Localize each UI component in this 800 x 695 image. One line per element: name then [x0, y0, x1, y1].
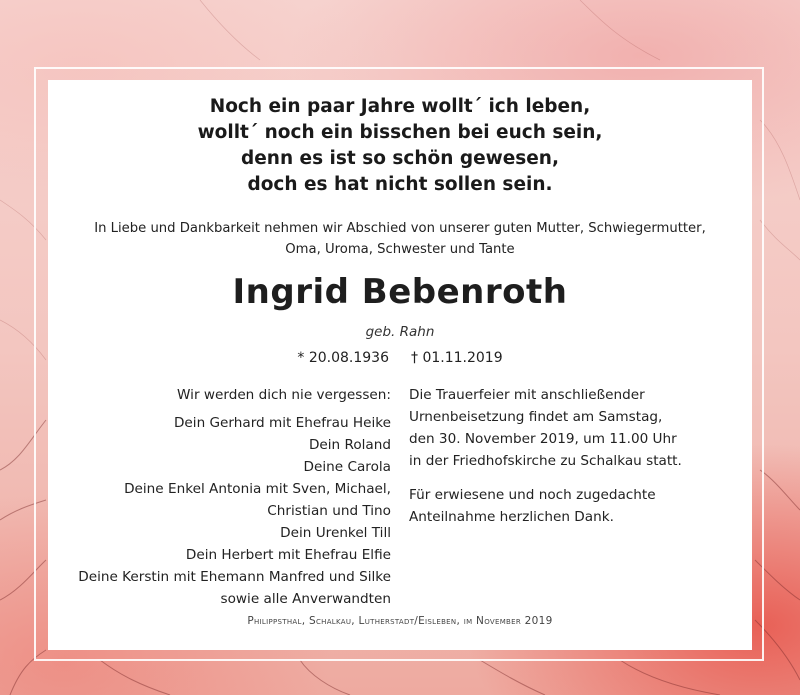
mourner-line: Deine Carola: [303, 459, 391, 475]
service-line: Die Trauerfeier mit anschließender: [409, 387, 645, 403]
birth-date: * 20.08.1936: [297, 350, 389, 366]
footer-places-date: Philippsthal, Schalkau, Lutherstadt/Eisleben, im November 2019: [247, 615, 553, 627]
mourner-line: Dein Herbert mit Ehefrau Elfie: [185, 547, 391, 563]
thanks-paragraph: [409, 484, 682, 528]
mourner-line: Deine Enkel Antonia mit Sven, Michael,: [124, 481, 391, 497]
service-line: in der Friedhofskirche zu Schalkau statt.: [409, 453, 682, 469]
mourner-line: Dein Urenkel Till: [280, 525, 391, 541]
poem-line: wollt´ noch ein bisschen bei euch sein,: [197, 122, 603, 143]
obituary-card: [48, 80, 752, 650]
mourners-list: [78, 384, 391, 610]
service-line: den 30. November 2019, um 11.00 Uhr: [409, 431, 677, 447]
thanks-line: Anteilnahme herzlichen Dank.: [409, 509, 614, 525]
mourner-line: Deine Kerstin mit Ehemann Manfred und Silke: [78, 569, 391, 585]
poem-line: denn es ist so schön gewesen,: [240, 148, 560, 169]
death-date: † 01.11.2019: [411, 350, 503, 366]
mourner-line: Dein Roland: [308, 437, 391, 453]
mourner-line: Christian und Tino: [267, 503, 391, 519]
mourners-lead: Wir werden dich nie vergessen:: [177, 387, 391, 403]
deceased-name: Ingrid Bebenroth: [232, 272, 568, 312]
life-dates: [48, 350, 752, 366]
intro-line: In Liebe und Dankbarkeit nehmen wir Abschied von unserer guten Mutter, Schwiegermutter,: [94, 221, 706, 236]
poem-line: doch es hat nicht sollen sein.: [247, 174, 553, 195]
maiden-name: geb. Rahn: [365, 324, 435, 340]
service-line: Urnenbeisetzung findet am Samstag,: [409, 409, 663, 425]
poem: [48, 94, 752, 198]
intro-line: Oma, Uroma, Schwester und Tante: [285, 242, 515, 257]
mourner-line: Dein Gerhard mit Ehefrau Heike: [173, 415, 391, 431]
mourner-line: sowie alle Anverwandten: [220, 591, 391, 607]
intro-text: [48, 218, 752, 260]
poem-line: Noch ein paar Jahre wollt´ ich leben,: [209, 96, 591, 117]
service-info: [409, 384, 682, 528]
thanks-line: Für erwiesene und noch zugedachte: [409, 487, 656, 503]
service-paragraph: [409, 384, 682, 472]
